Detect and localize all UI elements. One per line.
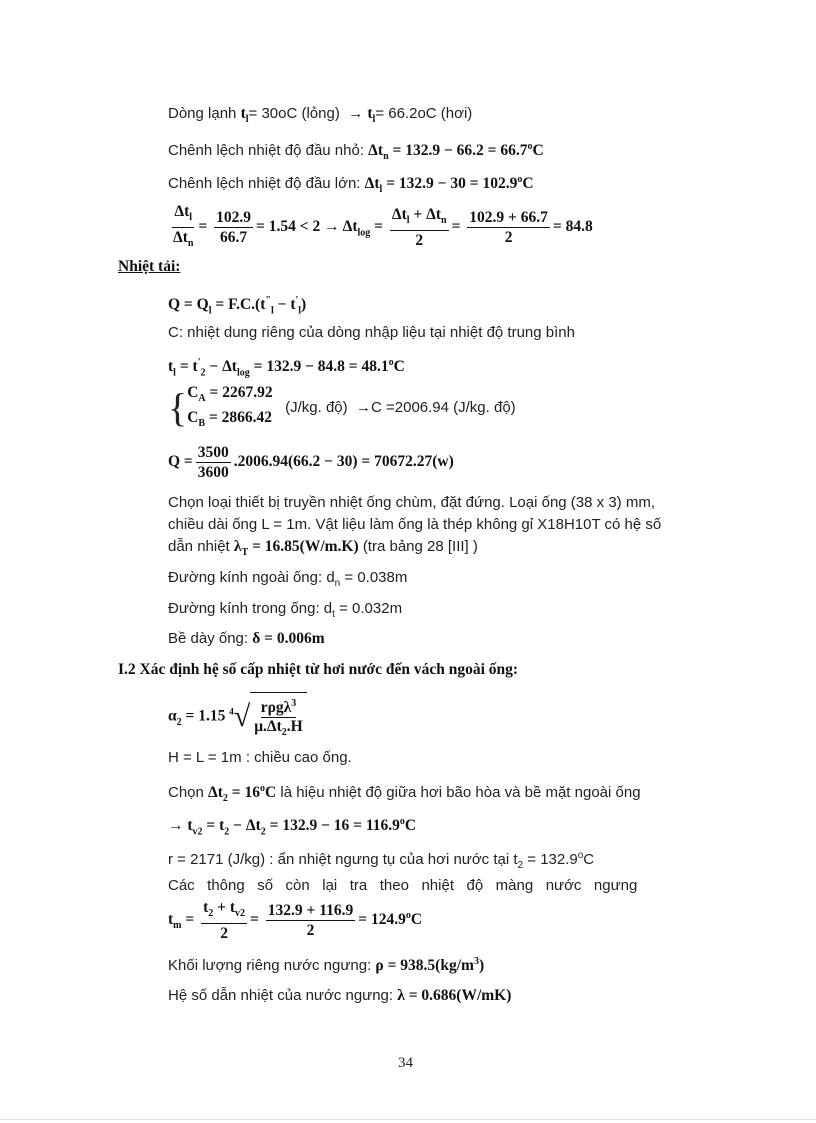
page-number: 34 (398, 1055, 413, 1071)
ratio-value-fraction: $\frac{102.9}{66.7}$ (216, 209, 252, 247)
film-temp-value-fraction: $\frac{132.9 + 116.9}{2}$ (267, 902, 354, 940)
specific-heat-system (168, 383, 516, 433)
wall-thickness-line: Bề dày ống: δ = 0.006m (168, 630, 325, 647)
cold-stream-label: Dòng lạnh (168, 105, 237, 122)
brace-symbol: { (168, 385, 188, 431)
delta-t2-formula: $\Delta t_2 = 16^oC$ (208, 783, 277, 805)
wall-thickness-formula: δ = 0.006m (252, 630, 325, 647)
mean-temp-formula: $t_l = t'_2 - \Delta t_{log} = 132.9 - 84.8 = 48.1^oC$ (168, 357, 405, 379)
ratio-fraction: $\frac{\Delta t_l}{\Delta t_n}$ (173, 203, 194, 250)
flow-fraction: $\frac{3500}{3600}$ (197, 444, 229, 481)
small-end-formula: $\Delta t_n = 132.9 - 66.2 = 66.7^oC$ (368, 141, 544, 163)
t-outlet-value: = 66.2 (375, 105, 418, 122)
page-bottom-divider (0, 1119, 816, 1120)
t-outlet-unit: oC (hơi) (417, 105, 473, 122)
section-heading-steam-coefficient: I.2 Xác định hệ số cấp nhiệt từ hơi nước đến vách ngoài ống: (118, 661, 519, 678)
arrow-icon: → (348, 105, 364, 122)
section-heading-heat-load: Nhiệt tải: (118, 258, 181, 275)
large-end-label: Chênh lệch nhiệt độ đầu lớn: (168, 175, 361, 193)
heat-load-formula: $Q = Q_l = F.C.(t^"_l - t'_l)$ (168, 295, 307, 317)
specific-heat-result: →C =2006.94 (J/kg. độ) (356, 399, 516, 417)
delta-t2-choice-line: Chọn $\Delta t_2 = 16^oC$ là hiệu nhiệt độ giữa hơi bão hòa và bề mặt ngoài ống (168, 783, 641, 805)
tube-choice-line-2: chiều dài ống L = 1m. Vật liệu làm ống là thép không gỉ X18H10T có hệ số (168, 516, 662, 533)
conductivity-formula: $\lambda_T = 16.85(W/m.K)$ (233, 538, 359, 559)
specific-heat-values: $C_A = 2267.92$ $C_B = 2866.42$ (187, 384, 273, 430)
large-end-diff-line (168, 170, 534, 200)
t-inlet-symbol: $t_l$ (240, 105, 249, 126)
t-outlet-symbol: $t_l$ (367, 105, 376, 126)
avg-value-fraction: $\frac{102.9 + 66.7}{2}$ (469, 209, 548, 247)
remaining-params-line: Các thông số còn lại tra theo nhiệt độ màng nước ngưng (168, 877, 638, 894)
small-end-label: Chênh lệch nhiệt độ đầu nhỏ: (168, 142, 364, 160)
water-conductivity-formula: λ = 0.686(W/mK) (397, 987, 512, 1004)
latent-heat-line: r = 2171 (J/kg) : ẩn nhiệt ngưng tụ của hơi nước tại $t_2 = 132.9^oC$ (168, 850, 595, 871)
outer-diameter-line: Đường kính ngoài ống: $d_n = 0.038m$ (168, 569, 408, 589)
height-line: H = L = 1m : chiều cao ống. (168, 749, 352, 766)
specific-heat-unit: (J/kg. độ) (285, 399, 348, 417)
density-line: Khối lượng riêng nước ngưng: $\rho = 938.5(kg/m^3)$ (168, 956, 485, 975)
avg-fraction: $\frac{\Delta t_l + \Delta t_n}{2}$ (391, 206, 447, 250)
tube-choice-line-1: Chọn loại thiết bị truyền nhiệt ống chùm, đặt đứng. Loại ống (38 x 3) mm, (168, 494, 655, 511)
small-end-diff-line (168, 137, 544, 167)
density-formula: $\rho = 938.5(kg/m^3)$ (375, 956, 485, 975)
t-inlet-unit: oC (lỏng) (278, 105, 340, 122)
specific-heat-note: C: nhiệt dung riêng của dòng nhập liệu tại nhiệt độ trung bình (168, 324, 575, 341)
alpha-formula: $\alpha_2 = 1.15$ $^4$√ rρgλ$^3$ $\mu.\Delta t_2.H$ (168, 692, 307, 742)
t-inlet-value: = 30 (248, 105, 279, 122)
large-end-formula: $\Delta t_l = 132.9 - 30 = 102.9^oC$ (364, 174, 534, 196)
wall-temp-formula: → $t_{v2} = t_2 - \Delta t_2 = 132.9 - 16 = 116.9^oC$ (168, 816, 417, 838)
cold-stream-line (168, 104, 472, 130)
heat-load-calculation: Q = $\frac{3500}{3600}$ .2006.94(66.2 − 30) = 70672.27(w) (168, 444, 454, 481)
fourth-root: $^4$√ rρgλ$^3$ $\mu.\Delta t_2.H$ (229, 692, 306, 742)
film-temp-formula: $t_m$ = $\frac{t_2 + t_{v2}}{2}$ = $\frac{132.9 + 116.9}{2}$ = $124.9^oC$ (168, 899, 423, 943)
inner-diameter-line: Đường kính trong ống: $d_t = 0.032m$ (168, 600, 403, 620)
log-mean-formula: $\frac{\Delta t_l}{\Delta t_n}$ = $\frac{102.9}{66.7}$ = $1.54 < 2 \to \Delta t_{log}$ = $\frac{\Delta t_l + \Delta t_n}{2}$ = $\frac{102.9 + 66.7}{2}$ = 84.8 (168, 202, 593, 253)
tube-choice-line-3: dẫn nhiệt $\lambda_T = 16.85(W/m.K)$ (tra bảng 28 [III] ) (168, 538, 478, 559)
film-temp-fraction: $\frac{t_2 + t_{v2}}{2}$ (203, 899, 246, 943)
water-conductivity-line: Hệ số dẫn nhiệt của nước ngưng: λ = 0.686(W/mK) (168, 987, 512, 1004)
